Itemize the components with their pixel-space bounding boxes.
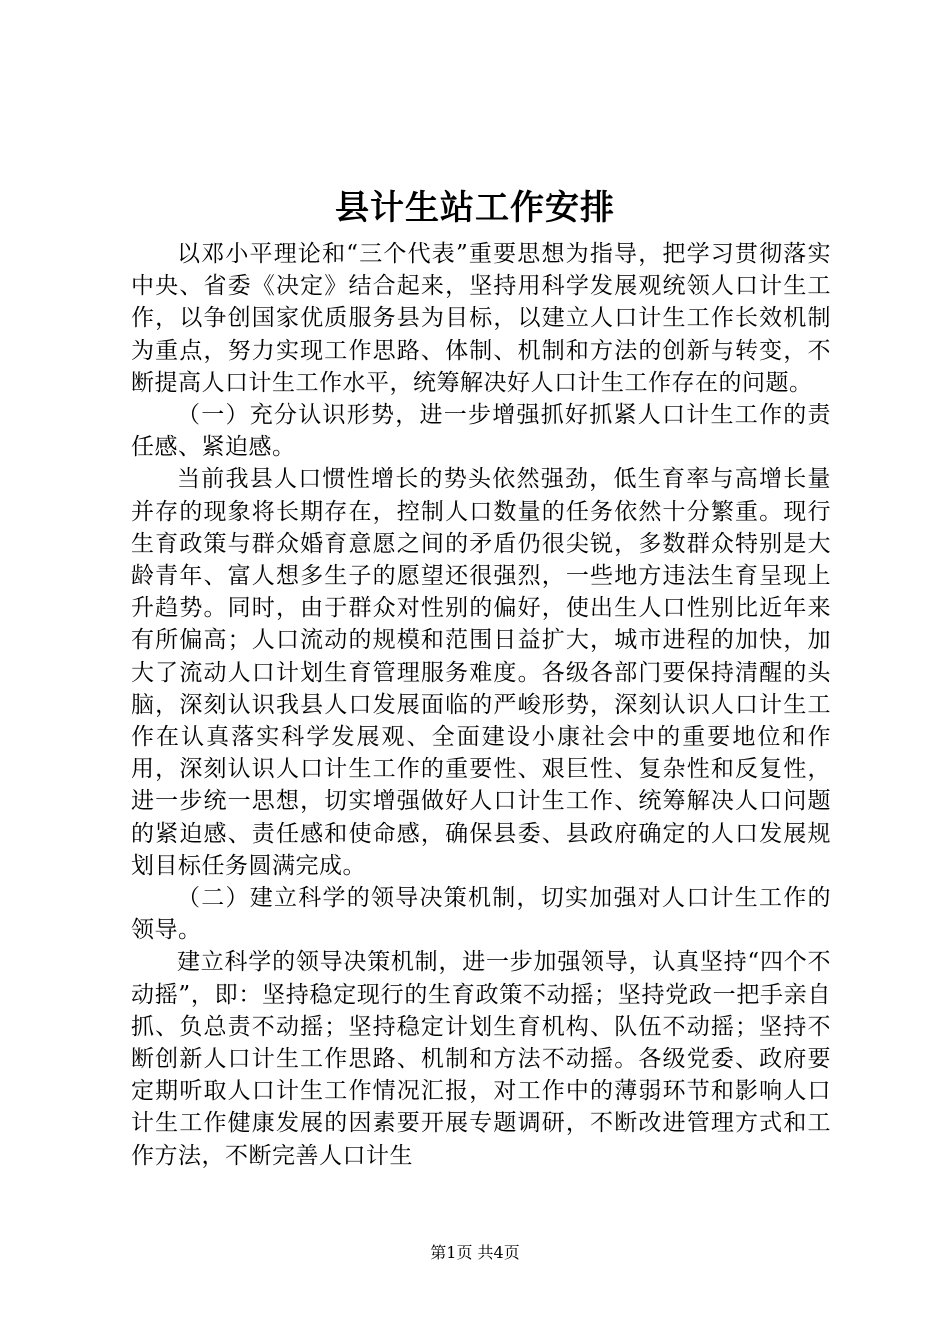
intro-paragraph: 以邓小平理论和“三个代表”重要思想为指导，把学习贯彻落实中央、省委《决定》结合起来，坚持用科学发展观统领人口计生工作，以争创国家优质服务县为目标，以建立人口计生工作长效机制为重点，努力实现工作思路、体制、机制和方法的创新与转变，不断提高人口计生工作水平，统筹解决好人口计生工作存在的问题。 <box>131 241 831 396</box>
section-1-paragraph: 当前我县人口惯性增长的势头依然强劲，低生育率与高增长量并存的现象将长期存在，控制人口数量的任务依然十分繁重。现行生育政策与群众婚育意愿之间的矛盾仍很尖锐，多数群众特别是大龄青年、富人想多生子的愿望还很强烈，一些地方违法生育呈现上升趋势。同时，由于群众对性别的偏好，使出生人口性别比近年来有所偏高；人口流动的规模和范围日益扩大，城市进程的加快，加大了流动人口计划生育管理服务难度。各级各部门要保持清醒的头脑，深刻认识我县人口发展面临的严峻形势，深刻认识人口计生工作在认真落实科学发展观、全面建设小康社会中的重要地位和作用，深刻认识人口计生工作的重要性、艰巨性、复杂性和反复性，进一步统一思想，切实增强做好人口计生工作、统筹解决人口问题的紧迫感、责任感和使命感，确保县委、县政府确定的人口发展规划目标任务圆满完成。 <box>131 466 831 879</box>
page-footer: 第1页 共4页 <box>430 1243 520 1262</box>
document-title: 县计生站工作安排 <box>335 188 615 228</box>
section-2-paragraph: 建立科学的领导决策机制，进一步加强领导，认真坚持“四个不动摇”，即：坚持稳定现行的生育政策不动摇；坚持党政一把手亲自抓、负总责不动摇；坚持稳定计划生育机构、队伍不动摇；坚持不断创新人口计生工作思路、机制和方法不动摇。各级党委、政府要定期听取人口计生工作情况汇报，对工作中的薄弱环节和影响人口计生工作健康发展的因素要开展专题调研，不断改进管理方式和工作方法，不断完善人口计生 <box>131 949 831 1169</box>
section-heading-2: （二）建立科学的领导决策机制，切实加强对人口计生工作的领导。 <box>131 885 831 944</box>
document-body <box>131 238 831 1172</box>
section-heading-1: （一）充分认识形势，进一步增强抓好抓紧人口计生工作的责任感、紧迫感。 <box>131 402 831 461</box>
